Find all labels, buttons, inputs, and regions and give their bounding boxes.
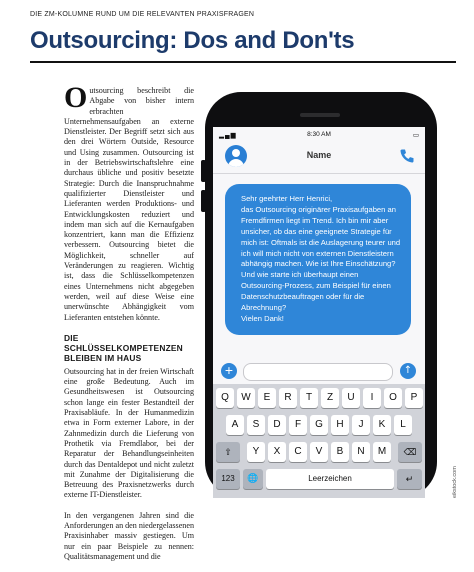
paragraph-3: In den vergangenen Jahren sind die Anforderungen an den niedergelassenen Praxisinhaber massiv gestiegen. Um nur ein paar Beispiele zu nennen: Qualitätsmanagement und die: [64, 510, 194, 561]
key-j[interactable]: J: [352, 415, 370, 435]
numbers-key[interactable]: 123: [216, 469, 240, 489]
phone-screen: [213, 127, 425, 498]
key-r[interactable]: R: [279, 388, 297, 408]
key-k[interactable]: K: [373, 415, 391, 435]
backspace-key[interactable]: ⌫: [398, 442, 422, 462]
chat-header: [213, 141, 425, 174]
status-time: 8:30 AM: [307, 131, 331, 138]
key-t[interactable]: T: [300, 388, 318, 408]
key-u[interactable]: U: [342, 388, 360, 408]
key-z[interactable]: Z: [321, 388, 339, 408]
key-o[interactable]: O: [384, 388, 402, 408]
key-x[interactable]: X: [268, 442, 286, 462]
signal-icon: ▂▄▆: [219, 132, 237, 139]
key-c[interactable]: C: [289, 442, 307, 462]
section-subhead: DIE SCHLÜSSELKOMPETENZEN BLEIBEN IM HAUS: [64, 332, 183, 363]
message-greeting: Sehr geehrter Herr Henrici,: [241, 194, 333, 203]
message-bubble: [225, 184, 411, 335]
key-m[interactable]: M: [373, 442, 391, 462]
onscreen-keyboard: [213, 384, 425, 498]
article-headline: Outsourcing: Dos and Don'ts: [30, 27, 355, 54]
key-s[interactable]: S: [247, 415, 265, 435]
phone-speaker: [300, 113, 340, 117]
status-bar: [213, 127, 425, 141]
key-g[interactable]: G: [310, 415, 328, 435]
send-button[interactable]: ↑: [400, 363, 416, 379]
key-h[interactable]: H: [331, 415, 349, 435]
key-y[interactable]: Y: [247, 442, 265, 462]
phone-call-icon[interactable]: [399, 148, 415, 164]
key-b[interactable]: B: [331, 442, 349, 462]
contact-name: Name: [306, 150, 332, 160]
space-key[interactable]: Leerzeichen: [266, 469, 394, 489]
add-attachment-button[interactable]: +: [221, 363, 237, 379]
message-body: das Outsourcing originärer Praxisaufgaben an Fremdfirmen liegt im Trend. Ich bin mir aber unsicher, ob das eine geeignete Strategie für mich ist: Oftmals ist die Auslagerung teurer und ich will mich nicht von externen Dienstleistern abhängig machen. Wie ist Ihre Einschätzung? Und wie starte ich überhaupt einen Outsourcing-Prozess, zum Beispiel für einen Datenschutzbeauftragen oder für die Abrechnung?: [241, 204, 401, 313]
key-f[interactable]: F: [289, 415, 307, 435]
key-i[interactable]: I: [363, 388, 381, 408]
key-n[interactable]: N: [352, 442, 370, 462]
headline-rule: [30, 61, 456, 63]
message-closing: Vielen Dank!: [241, 313, 284, 323]
message-input[interactable]: [243, 363, 393, 381]
column-kicker: DIE ZM-KOLUMNE RUND UM DIE RELEVANTEN PRAXISFRAGEN: [30, 11, 255, 18]
key-l[interactable]: L: [394, 415, 412, 435]
paragraph-2: Outsourcing hat in der freien Wirtschaft eine große Bedeutung. Auch im Gesundheitswesen ist Outsourcing schon lange ein fester Bestandteil der Praxisabläufe. In der Humanmedizin etwa in Form externer Labore, in der Zahnmedizin durch die Lieferung von Prothetik via Fremdlabor, bei der Reparatur der Behandlungseinheiten durch das Dentaldepot und nicht zuletzt mit Zunahme der Digitalisierung die Betreuung des Praxisnetzwerks durch externe IT-Dienstleister.: [64, 366, 194, 500]
paragraph-intro: [64, 81, 194, 323]
drop-cap: O: [64, 81, 88, 114]
key-p[interactable]: P: [405, 388, 423, 408]
paragraph-intro-text: utsourcing beschreibt die Abgabe von bisher intern erbrachten Unternehmensaufgaben an externe Dienstleister. Der Begriff setzt sich aus den drei Wörtern Outside, Resource und Using zusammen. Outsourcing ist in der Betriebswirtschaftslehre eine durchaus übliche und positiv besetzte Strategie: Durch die Inanspruchnahme qualifizierter Dienstleister und Lieferanten werden Produktions- und Entwicklungskosten reduziert und indem man sich auf die Kernaufgaben konzentriert, kann man die Effizienz verbessern. Outsourcing bietet die Möglichkeit, schneller auf Veränderungen zu reagieren. Wichtig ist, dass die Schlüsselkompetenzen eines Unternehmens nicht abgegeben werden, weil auf diese Weise eine unerwünschte Abhängigkeit vom Lieferanten entstehen könnte.: [64, 86, 194, 322]
article-body: [64, 81, 194, 572]
key-a[interactable]: A: [226, 415, 244, 435]
shift-key[interactable]: ⇧: [216, 442, 240, 462]
globe-icon[interactable]: 🌐: [243, 469, 263, 489]
battery-icon: ▭: [412, 132, 419, 139]
image-credit: eikstock.com: [452, 466, 458, 498]
key-e[interactable]: E: [258, 388, 276, 408]
key-w[interactable]: W: [237, 388, 255, 408]
message-composer: [213, 360, 425, 382]
key-v[interactable]: V: [310, 442, 328, 462]
return-key[interactable]: ↵: [397, 469, 422, 489]
key-q[interactable]: Q: [216, 388, 234, 408]
key-d[interactable]: D: [268, 415, 286, 435]
